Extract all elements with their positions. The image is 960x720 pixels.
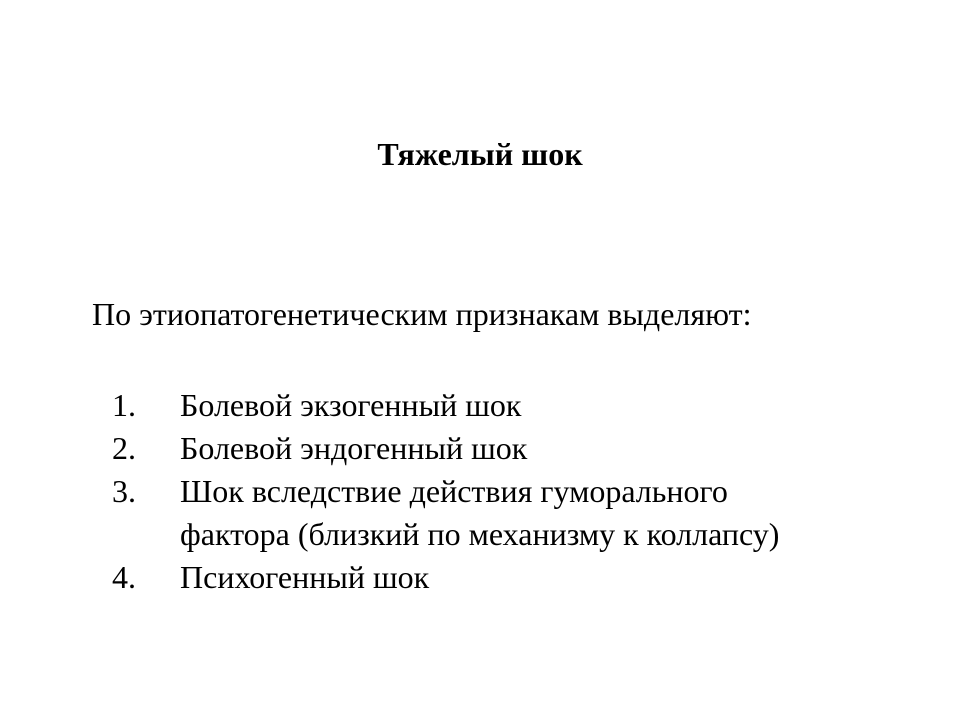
slide-title: Тяжелый шок xyxy=(377,136,583,172)
list-item xyxy=(112,470,779,556)
list-item-line: Шок вследствие действия гуморального xyxy=(180,473,728,509)
list-item-text-multiline xyxy=(180,470,779,556)
list-item-text: Психогенный шок xyxy=(180,559,430,595)
shock-types-list xyxy=(112,384,779,599)
list-item-number: 1. xyxy=(112,387,136,423)
intro-text: По этиопатогенетическим признакам выделяют: xyxy=(92,296,752,332)
list-item-number: 3. xyxy=(112,473,136,509)
list-item xyxy=(112,427,779,470)
list-item-line: фактора (близкий по механизму к коллапсу) xyxy=(180,516,780,552)
list-item-text: Болевой экзогенный шок xyxy=(180,387,522,423)
list-item-number: 4. xyxy=(112,559,136,595)
list-item xyxy=(112,556,779,599)
list-item-number: 2. xyxy=(112,430,136,466)
list-item xyxy=(112,384,779,427)
list-item-text: Болевой эндогенный шок xyxy=(180,430,528,466)
